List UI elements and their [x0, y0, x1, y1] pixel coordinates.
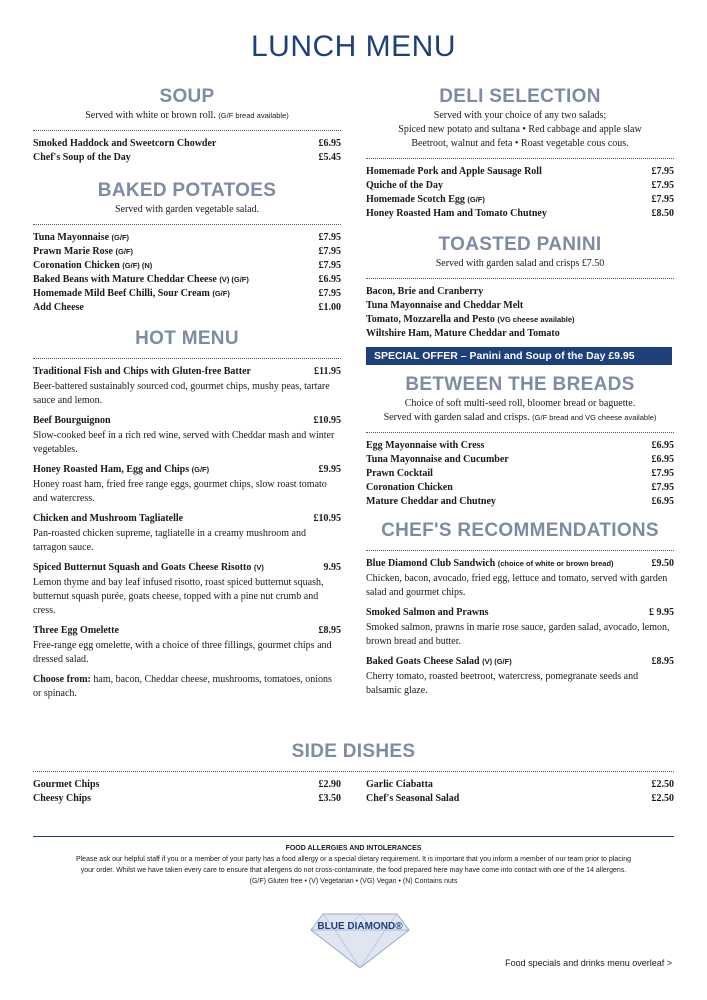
item-name-text: Chef's Seasonal Salad: [366, 793, 460, 804]
item-dietary-note: (VG cheese available): [497, 315, 575, 324]
item-price: £7.95: [318, 288, 341, 299]
item-price: £7.95: [651, 194, 674, 205]
item-price: £10.95: [313, 513, 341, 524]
item-price: £2.50: [651, 779, 674, 790]
item-name: [33, 273, 249, 287]
side-dishes-right: [366, 778, 674, 806]
item-name-text: Baked Goats Cheese Salad: [366, 656, 480, 667]
item-dietary-note: (G/F): [212, 289, 230, 298]
menu-item-row: [366, 179, 674, 193]
item-name: [33, 561, 264, 575]
left-column: [33, 85, 341, 701]
baked-potatoes-title: BAKED POTATOES: [97, 180, 277, 201]
item-name: [366, 439, 484, 453]
right-column: [366, 85, 674, 704]
item-name: [33, 231, 129, 245]
item-dietary-note: (G/F) (N): [122, 261, 153, 270]
deli-list: [366, 165, 674, 221]
special-offer-banner: SPECIAL OFFER – Panini and Soup of the Day £9.95: [366, 347, 672, 365]
item-name-text: Add Cheese: [33, 302, 84, 313]
item-price: £9.50: [651, 558, 674, 569]
item-price: £7.95: [651, 166, 674, 177]
item-dietary-note: (V): [253, 563, 264, 572]
menu-item-row: [33, 231, 341, 245]
menu-item-row: [33, 245, 341, 259]
item-name-text: Prawn Cocktail: [366, 468, 433, 479]
menu-item-row: [366, 453, 674, 467]
item-name-text: Prawn Marie Rose: [33, 246, 113, 257]
item-price: £10.95: [313, 415, 341, 426]
item-name-text: Honey Roasted Ham, Egg and Chips: [33, 464, 190, 475]
item-name-text: Three Egg Omelette: [33, 625, 119, 636]
brand-name: BLUE DIAMOND®: [317, 921, 403, 932]
item-name: [33, 151, 131, 165]
item-description: Slow-cooked beef in a rich red wine, served with Cheddar mash and winter vegetables.: [33, 430, 335, 455]
menu-item-row: [366, 778, 674, 792]
menu-item-row: [33, 624, 341, 638]
menu-item-row: [366, 439, 674, 453]
soup-title: SOUP: [159, 86, 215, 107]
baked-potatoes-list: [33, 231, 341, 315]
deli-title: DELI SELECTION: [439, 86, 601, 107]
menu-item-row: [366, 165, 674, 179]
item-name-text: Chicken and Mushroom Tagliatelle: [33, 513, 184, 524]
item-dietary-note: (V) (G/F): [482, 657, 512, 666]
item-name-text: Honey Roasted Ham and Tomato Chutney: [366, 208, 547, 219]
item-description: Beer-battered sustainably sourced cod, gourmet chips, mushy peas, tartare sauce and lemon.: [33, 381, 330, 406]
menu-item-row: [366, 207, 674, 221]
menu-item: [366, 557, 674, 600]
item-description: Lemon thyme and bay leaf infused risotto, roast spiced butternut squash, butternut squash purée, goats cheese, topped with a pine nut crumb and cress.: [33, 577, 324, 616]
item-name: [366, 179, 443, 193]
deli-subtitle-3: Beetroot, walnut and feta • Roast vegetable cous cous.: [411, 138, 629, 149]
menu-item-row: [33, 792, 341, 806]
divider: [366, 278, 674, 279]
item-price: £2.50: [651, 793, 674, 804]
menu-item-row: [33, 301, 341, 315]
item-name-text: Homemade Mild Beef Chilli, Sour Cream: [33, 288, 210, 299]
item-description: Honey roast ham, fried free range eggs, gourmet chips, slow roast tomato and watercress.: [33, 479, 327, 504]
item-name-text: Cheesy Chips: [33, 793, 92, 804]
item-name-text: Spiced Butternut Squash and Goats Cheese Risotto: [33, 562, 252, 573]
deli-subtitle-1: Served with your choice of any two salads;: [433, 110, 607, 121]
item-name-text: Beef Bourguignon: [33, 415, 111, 426]
item-name: [33, 287, 230, 301]
item-dietary-note: (G/F): [111, 233, 130, 242]
item-name: [33, 463, 209, 477]
omelette-fillings: Choose from: ham, bacon, Cheddar cheese, mushrooms, tomatoes, onions or spinach.: [33, 674, 332, 699]
item-price: £6.95: [651, 454, 674, 465]
item-price: £7.95: [318, 232, 341, 243]
item-price: 9.95: [323, 562, 341, 573]
item-name: [33, 414, 111, 428]
menu-item-row: [33, 561, 341, 575]
item-price: £6.95: [651, 440, 674, 451]
side-dishes-left: [33, 778, 341, 806]
item-name-text: Chef's Soup of the Day: [33, 152, 131, 163]
allergy-text-1: Please ask our helpful staff if you or a member of your party has a food allergy or a special dietary requirement. It is important that you inform a member of our team prior to placing: [75, 856, 632, 863]
menu-item: [33, 414, 341, 457]
menu-item-row: [366, 327, 674, 341]
item-price: £7.95: [651, 468, 674, 479]
item-name: [33, 624, 119, 638]
item-name-text: Baked Beans with Mature Cheddar Cheese: [33, 274, 217, 285]
hot-menu-list: [33, 365, 341, 667]
item-description: Smoked salmon, prawns in marie rose sauce, garden salad, avocado, lemon, brown bread and butter.: [366, 622, 670, 647]
allergy-text-2: your order. Whilst we have taken every care to ensure that allergens do not cross-contaminate, the food prepared here may have come into contact with one of the 14 allergens.: [80, 867, 627, 874]
menu-item-row: [366, 557, 674, 571]
item-dietary-note: (G/F): [115, 247, 133, 256]
menu-item-row: [366, 467, 674, 481]
menu-item-row: [33, 273, 341, 287]
menu-item-row: [366, 193, 674, 207]
soup-subtitle: Served with white or brown roll. (G/F bread available): [85, 110, 289, 121]
item-name-text: Tomato, Mozzarella and Pesto: [366, 314, 495, 325]
menu-item-row: [366, 495, 674, 509]
item-name-text: Homemade Pork and Apple Sausage Roll: [366, 166, 542, 177]
item-name-text: Smoked Haddock and Sweetcorn Chowder: [33, 138, 217, 149]
overleaf-note: Food specials and drinks menu overleaf >: [505, 958, 672, 968]
item-price: £2.90: [318, 779, 341, 790]
menu-item: [366, 655, 674, 698]
item-price: £7.95: [318, 246, 341, 257]
between-breads-list: [366, 439, 674, 509]
item-description: Cherry tomato, roasted beetroot, watercress, pomegranate seeds and balsamic glaze.: [366, 671, 639, 696]
menu-item-row: [366, 655, 674, 669]
item-price: £ 9.95: [649, 607, 674, 618]
allergy-heading: FOOD ALLERGIES AND INTOLERANCES: [285, 845, 422, 852]
menu-item-row: [33, 137, 341, 151]
item-dietary-note: (choice of white or brown bread): [497, 559, 614, 568]
allergy-notice: [33, 836, 674, 887]
item-price: £8.95: [651, 656, 674, 667]
baked-potatoes-subtitle: Served with garden vegetable salad.: [114, 204, 260, 215]
item-name-text: Bacon, Brie and Cranberry: [366, 286, 484, 297]
item-price: £5.45: [318, 152, 341, 163]
item-price: £1.00: [318, 302, 341, 313]
item-name: [366, 453, 509, 467]
menu-item-row: [366, 792, 674, 806]
item-name-text: Traditional Fish and Chips with Gluten-free Batter: [33, 366, 251, 377]
item-name: [366, 655, 512, 669]
item-price: £8.95: [318, 625, 341, 636]
item-name-text: Garlic Ciabatta: [366, 779, 433, 790]
item-name-text: Quiche of the Day: [366, 180, 443, 191]
between-breads-title: BETWEEN THE BREADS: [405, 374, 635, 395]
item-name: [366, 207, 547, 221]
item-price: £6.95: [651, 496, 674, 507]
menu-item-row: [33, 287, 341, 301]
chefs-recommendations-list: [366, 557, 674, 698]
item-name: [366, 285, 483, 299]
item-name: [366, 557, 614, 571]
menu-item-row: [33, 778, 341, 792]
divider: [366, 432, 674, 433]
blue-diamond-logo: [305, 908, 415, 970]
item-name: [366, 792, 459, 806]
item-name: [33, 259, 152, 273]
item-price: £7.95: [651, 482, 674, 493]
divider: [366, 158, 674, 159]
soup-list: [33, 137, 341, 165]
item-name: [366, 481, 453, 495]
diamond-icon: [305, 908, 415, 970]
menu-item-row: [33, 259, 341, 273]
menu-item-row: [366, 313, 674, 327]
item-price: £9.95: [318, 464, 341, 475]
item-dietary-note: (G/F): [191, 465, 210, 474]
divider: [33, 771, 674, 772]
menu-item: [33, 365, 341, 408]
menu-item-row: [33, 151, 341, 165]
deli-subtitle-2: Spiced new potato and sultana • Red cabbage and apple slaw: [398, 124, 642, 135]
menu-item-row: [366, 299, 674, 313]
item-name: [33, 365, 251, 379]
menu-item: [33, 463, 341, 506]
item-name: [366, 193, 485, 207]
panini-title: TOASTED PANINI: [438, 234, 602, 255]
item-name-text: Tuna Mayonnaise and Cucumber: [366, 454, 509, 465]
item-name: [33, 778, 99, 792]
item-description: Chicken, bacon, avocado, fried egg, lettuce and tomato, served with garden salad and gourmet chips.: [366, 573, 668, 598]
item-price: £8.50: [651, 208, 674, 219]
item-name: [366, 327, 560, 341]
menu-item: [33, 624, 341, 667]
item-name: [33, 301, 84, 315]
item-name-text: Mature Cheddar and Chutney: [366, 496, 496, 507]
panini-subtitle: Served with garden salad and crisps £7.50: [435, 258, 605, 269]
divider: [366, 550, 674, 551]
menu-item-row: [366, 606, 674, 620]
item-dietary-note: (V) (G/F): [219, 275, 249, 284]
item-name: [33, 245, 133, 259]
side-dishes-section: [33, 740, 674, 806]
menu-item-row: [366, 481, 674, 495]
divider: [33, 224, 341, 225]
menu-item: [33, 561, 341, 618]
item-name-text: Blue Diamond Club Sandwich: [366, 558, 496, 569]
divider: [33, 358, 341, 359]
item-name-text: Coronation Chicken: [366, 482, 453, 493]
item-name-text: Wiltshire Ham, Mature Cheddar and Tomato: [366, 328, 560, 339]
panini-list: [366, 285, 674, 341]
menu-item-row: [366, 285, 674, 299]
item-name: [366, 495, 496, 509]
menu-item: [33, 512, 341, 555]
item-name: [366, 299, 523, 313]
item-name: [33, 137, 216, 151]
item-name-text: Tuna Mayonnaise: [33, 232, 110, 243]
menu-item-row: [33, 463, 341, 477]
allergy-key: (G/F) Gluten free • (V) Vegetarian • (VG) Vegan • (N) Contains nuts: [249, 878, 458, 885]
item-description: Pan-roasted chicken supreme, tagliatelle in a creamy mushroom and tarragon sauce.: [33, 528, 306, 553]
menu-title: LUNCH MENU: [250, 30, 456, 63]
item-name: [33, 792, 91, 806]
menu-item-row: [33, 512, 341, 526]
item-name: [33, 512, 183, 526]
menu-item: [366, 606, 674, 649]
hot-menu-title: HOT MENU: [135, 328, 239, 349]
item-name-text: Homemade Scotch Egg: [366, 194, 465, 205]
item-price: £7.95: [318, 260, 341, 271]
item-name-text: Gourmet Chips: [33, 779, 100, 790]
side-dishes-title: SIDE DISHES: [291, 741, 416, 762]
item-name-text: Tuna Mayonnaise and Cheddar Melt: [366, 300, 524, 311]
item-price: £11.95: [314, 366, 341, 377]
item-description: Free-range egg omelette, with a choice of three fillings, gourmet chips and dressed salad.: [33, 640, 332, 665]
item-name: [366, 313, 575, 327]
item-name-text: Egg Mayonnaise with Cress: [366, 440, 485, 451]
item-name-text: Smoked Salmon and Prawns: [366, 607, 489, 618]
menu-item-row: [33, 414, 341, 428]
item-price: £6.95: [318, 274, 341, 285]
item-price: £3.50: [318, 793, 341, 804]
item-price: £6.95: [318, 138, 341, 149]
divider: [33, 130, 341, 131]
between-breads-subtitle-1: Choice of soft multi-seed roll, bloomer bread or baguette.: [404, 398, 636, 409]
item-dietary-note: (G/F): [467, 195, 485, 204]
item-name-text: Coronation Chicken: [33, 260, 120, 271]
item-name: [366, 165, 542, 179]
item-name: [366, 467, 433, 481]
between-breads-subtitle-2: Served with garden salad and crisps. (G/F bread and VG cheese available): [383, 412, 657, 423]
chefs-recommendations-title: CHEF'S RECOMMENDATIONS: [381, 520, 659, 541]
menu-item-row: [33, 365, 341, 379]
item-price: £7.95: [651, 180, 674, 191]
item-name: [366, 778, 433, 792]
item-name: [366, 606, 489, 620]
